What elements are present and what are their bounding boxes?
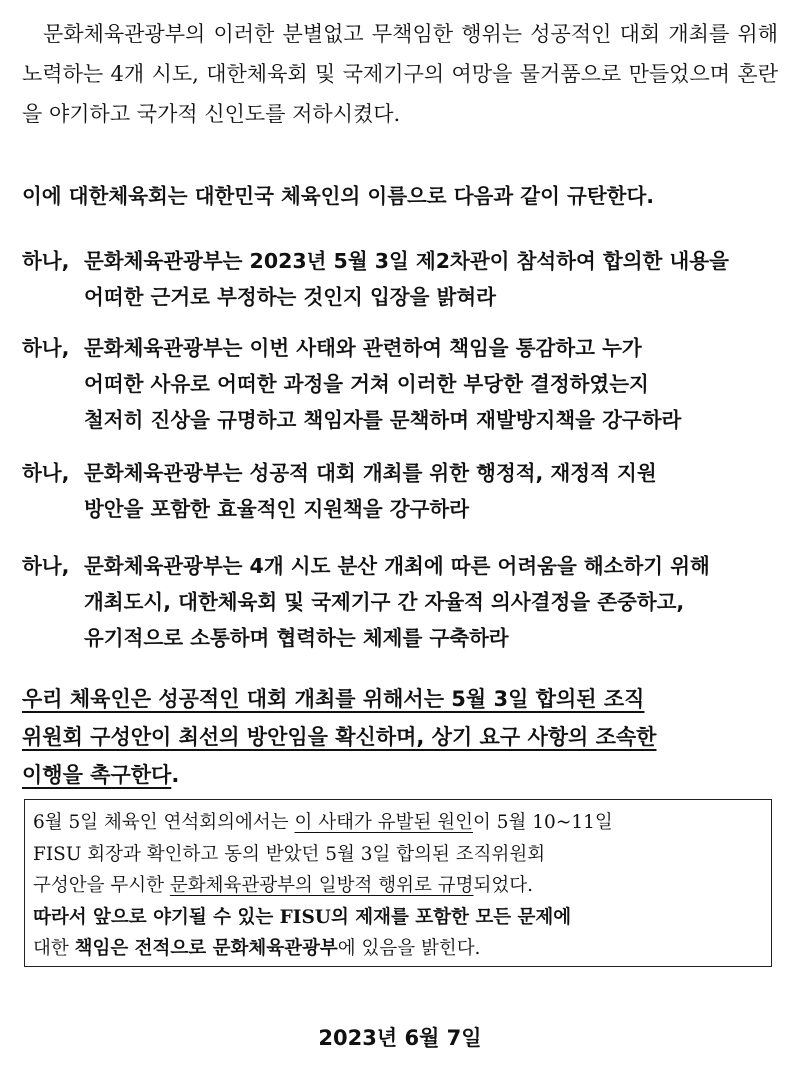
closing-line [22,756,774,794]
notice-line [33,933,761,965]
demand-marker: 하나, [22,554,70,578]
demand-text [22,455,774,527]
demand-item [22,455,774,527]
demand-line: 문화체육관광부는 이번 사태와 관련하여 책임을 통감하고 누가 [84,336,642,360]
condemnation-lead: 이에 대한체육회는 대한민국 체육인의 이름으로 다음과 같이 규탄한다. [22,184,655,208]
demand-line: 문화체육관광부는 2023년 5월 3일 제2차관이 참석하여 합의한 내용을 [84,249,729,273]
demand-line: 철저히 진상을 규명하고 책임자를 문책하며 재발방지책을 강구하라 [84,408,682,432]
demand-line: 어떠한 근거로 부정하는 것인지 입장을 밝혀라 [84,285,496,309]
notice-underlined-text: 이 사태가 유발된 원인 [294,812,474,833]
demand-text [22,330,774,438]
demand-line: 문화체육관광부는 4개 시도 분산 개최에 따른 어려움을 해소하기 위해 [84,554,710,578]
demand-item [22,243,774,315]
notice-text: 6월 5일 체육인 연석회의에서는 [33,812,295,833]
demand-marker: 하나, [22,336,70,360]
notice-line [33,807,761,839]
demand-line: 문화체육관광부는 성공적 대회 개최를 위한 행정적, 재정적 지원 [84,461,657,485]
notice-underlined-text: 문화체육관광부의 일방적 행위로 규명 [169,875,474,896]
notice-line [33,870,761,902]
demand-item [22,330,774,438]
closing-line: 위원회 구성안이 최선의 방안임을 확신하며, 상기 요구 사항의 조속한 [22,725,657,749]
demand-text [22,548,774,656]
demand-line: 방안을 포함한 효율적인 지원책을 강구하라 [84,497,470,521]
demand-marker: 하나, [22,461,70,485]
closing-line: 우리 체육인은 성공적인 대회 개최를 위해서는 5월 3일 합의된 조직 [22,687,645,711]
notice-text: 이 5월 10~11일 [473,812,613,833]
demand-line: 개최도시, 대한체육회 및 국제기구 간 자율적 의사결정을 존중하고, [84,590,685,614]
notice-text: 에 있음을 밝힌다. [337,938,481,959]
notice-box [24,799,772,967]
intro-text: 문화체육관광부의 이러한 분별없고 무책임한 행위는 성공적인 대회 개최를 위해 노력하는 4개 시도, 대한체육회 및 국제기구의 여망을 물거품으로 만들었으며 혼란을 야기하고 국가적 신인도를 저하시켰다. [22,22,778,126]
notice-line: 따라서 앞으로 야기될 수 있는 FISU의 제재를 포함한 모든 문제에 [33,906,572,928]
notice-text: 되었다. [473,875,533,896]
closing-underlined-text: 이행을 촉구한다 [22,763,172,787]
closing-period: . [171,763,180,787]
intro-paragraph [22,14,778,134]
statement-date: 2023년 6월 7일 [318,1026,482,1050]
demand-text [22,243,774,315]
demand-marker: 하나, [22,249,70,273]
demand-line: 유기적으로 소통하며 협력하는 체제를 구축하라 [84,626,509,650]
closing-statement [22,680,774,794]
notice-text: 대한 [33,938,75,959]
notice-line: FISU 회장과 확인하고 동의 받았던 5월 3일 합의된 조직위원회 [33,843,546,865]
notice-text: 구성안을 무시한 [33,875,170,896]
demand-line: 어떠한 사유로 어떠한 과정을 거쳐 이러한 부당한 결정하였는지 [84,372,649,396]
demand-item [22,548,774,656]
notice-emphasis-text: 책임은 전적으로 문화체육관광부 [74,938,338,959]
